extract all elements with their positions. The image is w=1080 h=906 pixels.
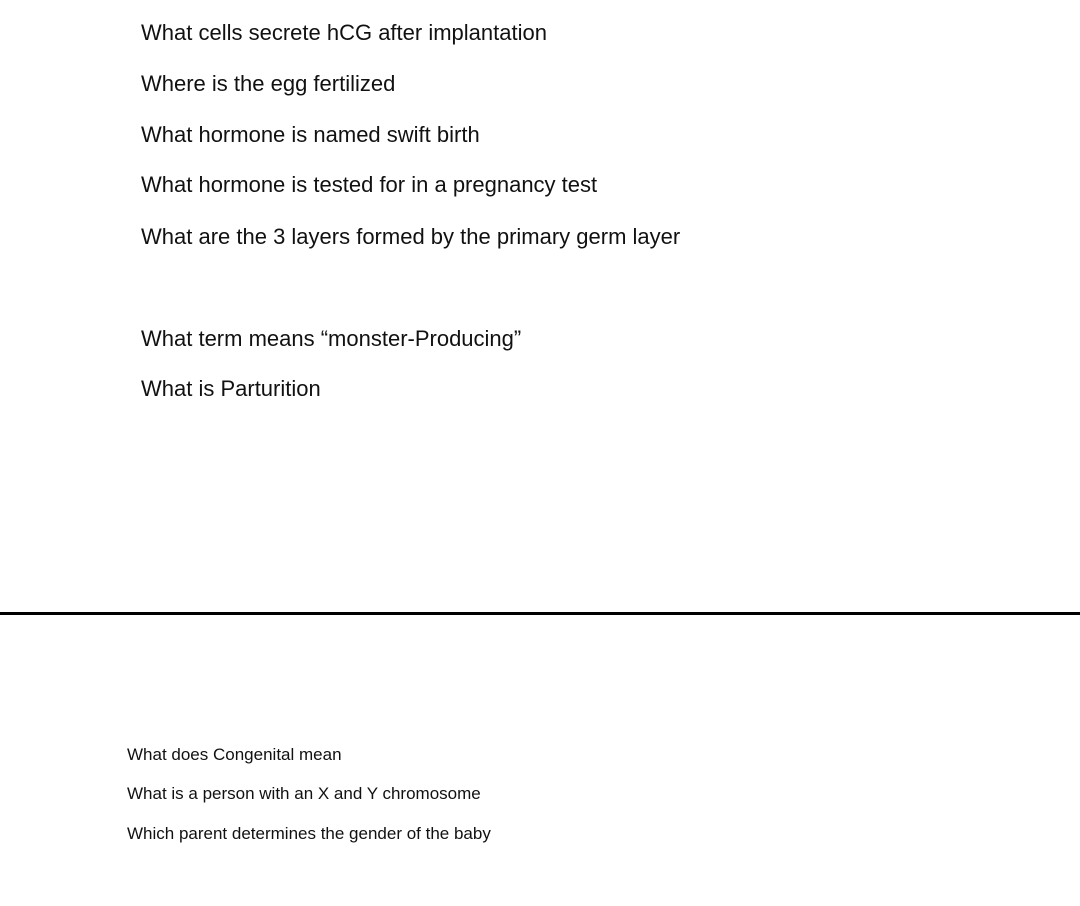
question-hcg-cells: What cells secrete hCG after implantation	[141, 20, 547, 45]
question-congenital: What does Congenital mean	[127, 745, 342, 764]
question-germ-layers: What are the 3 layers formed by the primary germ layer	[141, 224, 681, 249]
question-xy-chromosome: What is a person with an X and Y chromosome	[127, 784, 481, 803]
question-pregnancy-test-hormone: What hormone is tested for in a pregnancy test	[141, 172, 598, 197]
question-gender-parent: Which parent determines the gender of the baby	[127, 824, 491, 843]
question-monster-producing-term: What term means “monster-Producing”	[141, 326, 522, 351]
question-parturition: What is Parturition	[141, 376, 321, 401]
question-fertilization-site: Where is the egg fertilized	[141, 71, 396, 96]
document-page-bottom	[0, 615, 1080, 906]
question-swift-birth-hormone: What hormone is named swift birth	[141, 122, 480, 147]
